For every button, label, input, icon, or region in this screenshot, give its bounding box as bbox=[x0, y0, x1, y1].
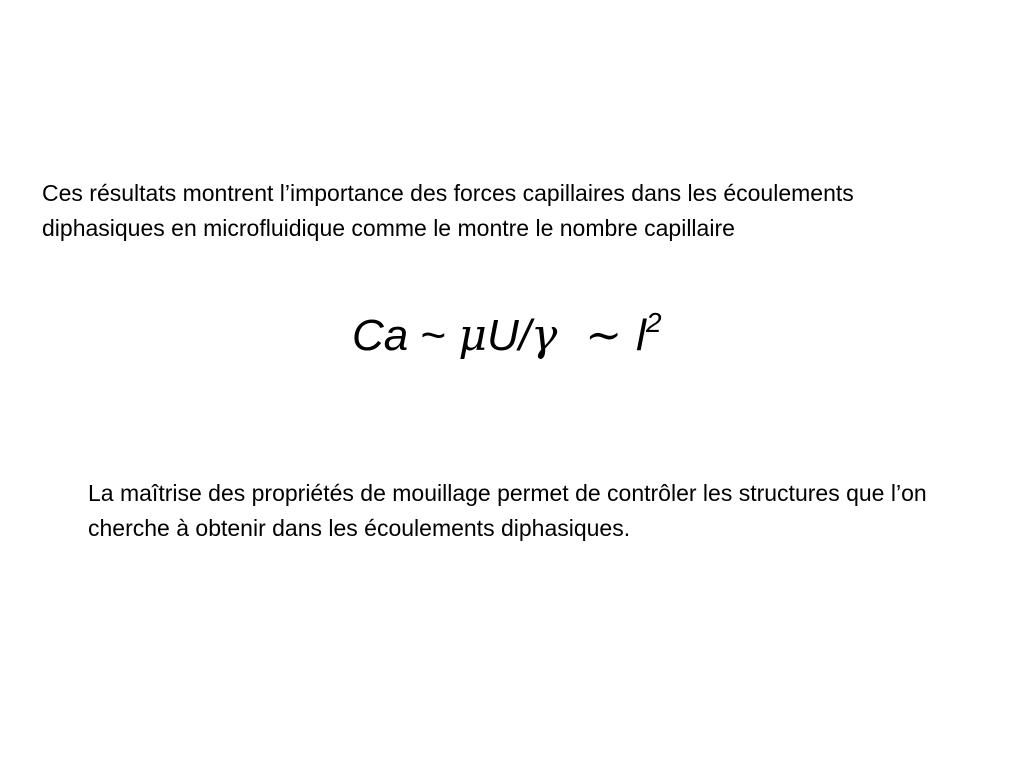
formula-l: l bbox=[636, 311, 646, 360]
intro-paragraph: Ces résultats montrent l’importance des forces capillaires dans les écoulements diphasiques en microfluidique comme le montre le nombre capillaire bbox=[42, 180, 854, 241]
formula-u: U bbox=[487, 311, 519, 360]
capillary-number-formula bbox=[352, 306, 662, 366]
formula-exponent: 2 bbox=[645, 307, 662, 338]
formula-gamma: γ bbox=[531, 310, 558, 361]
formula-tilde-2: ~ bbox=[557, 310, 637, 361]
formula-ca: Ca bbox=[352, 311, 409, 360]
formula-tilde-1: ~ bbox=[408, 311, 459, 360]
formula-slash: / bbox=[518, 311, 532, 360]
conclusion-paragraph: La maîtrise des propriétés de mouillage permet de contrôler les structures que l’on cherche à obtenir dans les écoulements diphasiques. bbox=[88, 480, 927, 541]
formula-mu: μ bbox=[458, 310, 488, 361]
